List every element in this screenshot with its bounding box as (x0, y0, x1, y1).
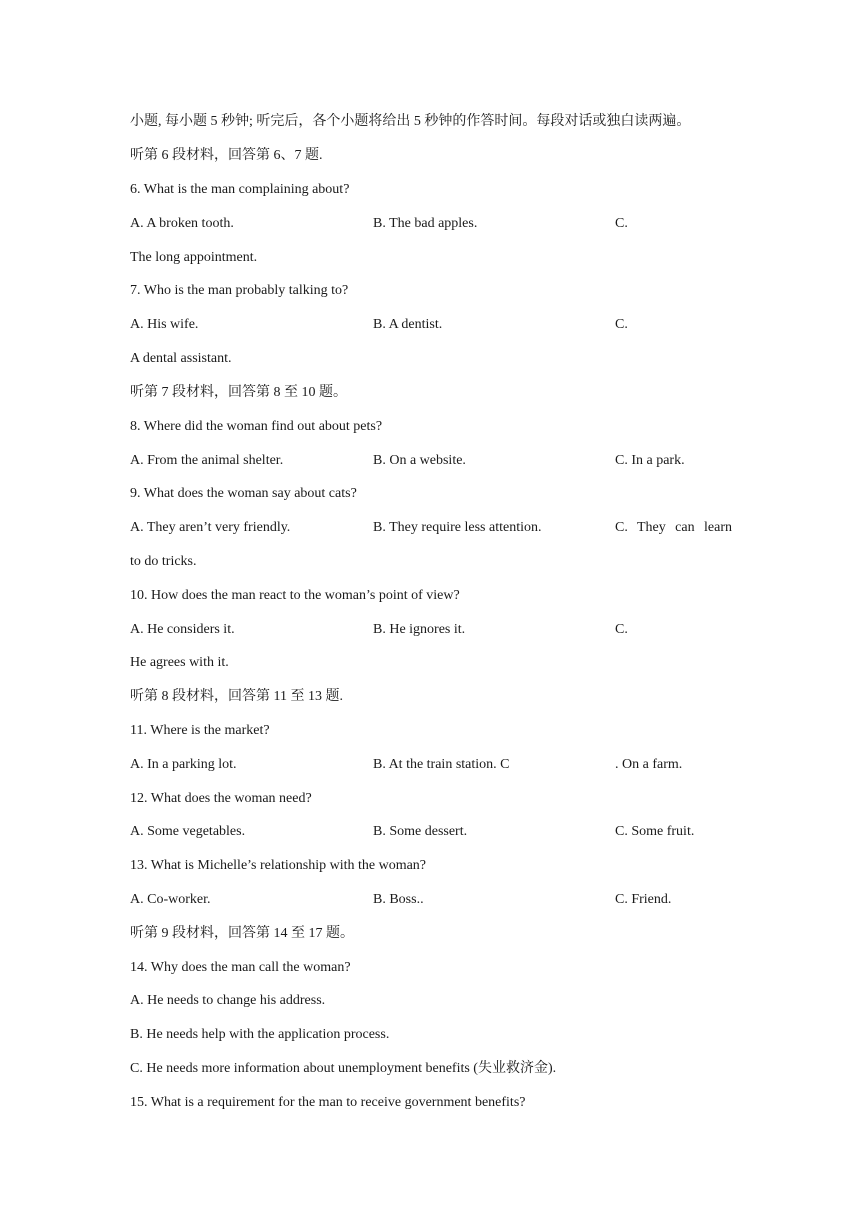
section-heading-7: 听第 7 段材料，回答第 8 至 10 题。 (130, 385, 347, 400)
option-12a: A. Some vegetables. (130, 824, 246, 839)
instruction-text: 小题, 每小题 5 秒钟; 听完后，各个小题将给出 5 秒钟的作答时间。每段对话或独白读两遍。 (130, 114, 691, 129)
question-6: 6. What is the man complaining about? (130, 182, 350, 197)
option-6b: B. The bad apples. (373, 216, 478, 231)
option-14a: A. He needs to change his address. (130, 993, 326, 1008)
option-14b: B. He needs help with the application process. (130, 1027, 390, 1042)
option-13c: C. Friend. (615, 892, 672, 907)
question-10: 10. How does the man react to the woman’s point of view? (130, 588, 460, 603)
option-8b: B. On a website. (373, 453, 466, 468)
option-11a: A. In a parking lot. (130, 757, 237, 772)
section-heading-8: 听第 8 段材料，回答第 11 至 13 题. (130, 689, 343, 704)
option-13a: A. Co-worker. (130, 892, 211, 907)
option-10a: A. He considers it. (130, 622, 235, 637)
question-8: 8. Where did the woman find out about pets? (130, 419, 383, 434)
option-10b: B. He ignores it. (373, 622, 466, 637)
option-7a: A. His wife. (130, 317, 199, 332)
option-6c-continued: The long appointment. (130, 250, 258, 265)
question-14: 14. Why does the man call the woman? (130, 960, 351, 975)
question-13: 13. What is Michelle’s relationship with the woman? (130, 858, 427, 873)
option-8a: A. From the animal shelter. (130, 453, 284, 468)
question-9: 9. What does the woman say about cats? (130, 486, 357, 501)
option-12b: B. Some dessert. (373, 824, 468, 839)
option-11b: B. At the train station. C (373, 757, 510, 772)
option-12c: C. Some fruit. (615, 824, 695, 839)
option-7c-continued: A dental assistant. (130, 351, 232, 366)
option-14c: C. He needs more information about unemployment benefits (失业救济金). (130, 1061, 557, 1076)
section-heading-6: 听第 6 段材料，回答第 6、7 题. (130, 148, 323, 163)
option-8c: C. In a park. (615, 453, 685, 468)
option-10c-continued: He agrees with it. (130, 655, 229, 670)
question-7: 7. Who is the man probably talking to? (130, 283, 349, 298)
question-15: 15. What is a requirement for the man to receive government benefits? (130, 1095, 526, 1110)
option-6c: C. (615, 216, 628, 231)
option-11c: . On a farm. (615, 757, 683, 772)
question-11: 11. Where is the market? (130, 723, 270, 738)
option-9c: C. They can learn (615, 520, 732, 535)
option-9b: B. They require less attention. (373, 520, 542, 535)
section-heading-9: 听第 9 段材料，回答第 14 至 17 题。 (130, 926, 354, 941)
option-9c-continued: to do tricks. (130, 554, 197, 569)
option-10c: C. (615, 622, 628, 637)
option-7b: B. A dentist. (373, 317, 443, 332)
option-6a: A. A broken tooth. (130, 216, 234, 231)
option-7c: C. (615, 317, 628, 332)
option-13b: B. Boss.. (373, 892, 424, 907)
question-12: 12. What does the woman need? (130, 791, 312, 806)
option-9a: A. They aren’t very friendly. (130, 520, 291, 535)
